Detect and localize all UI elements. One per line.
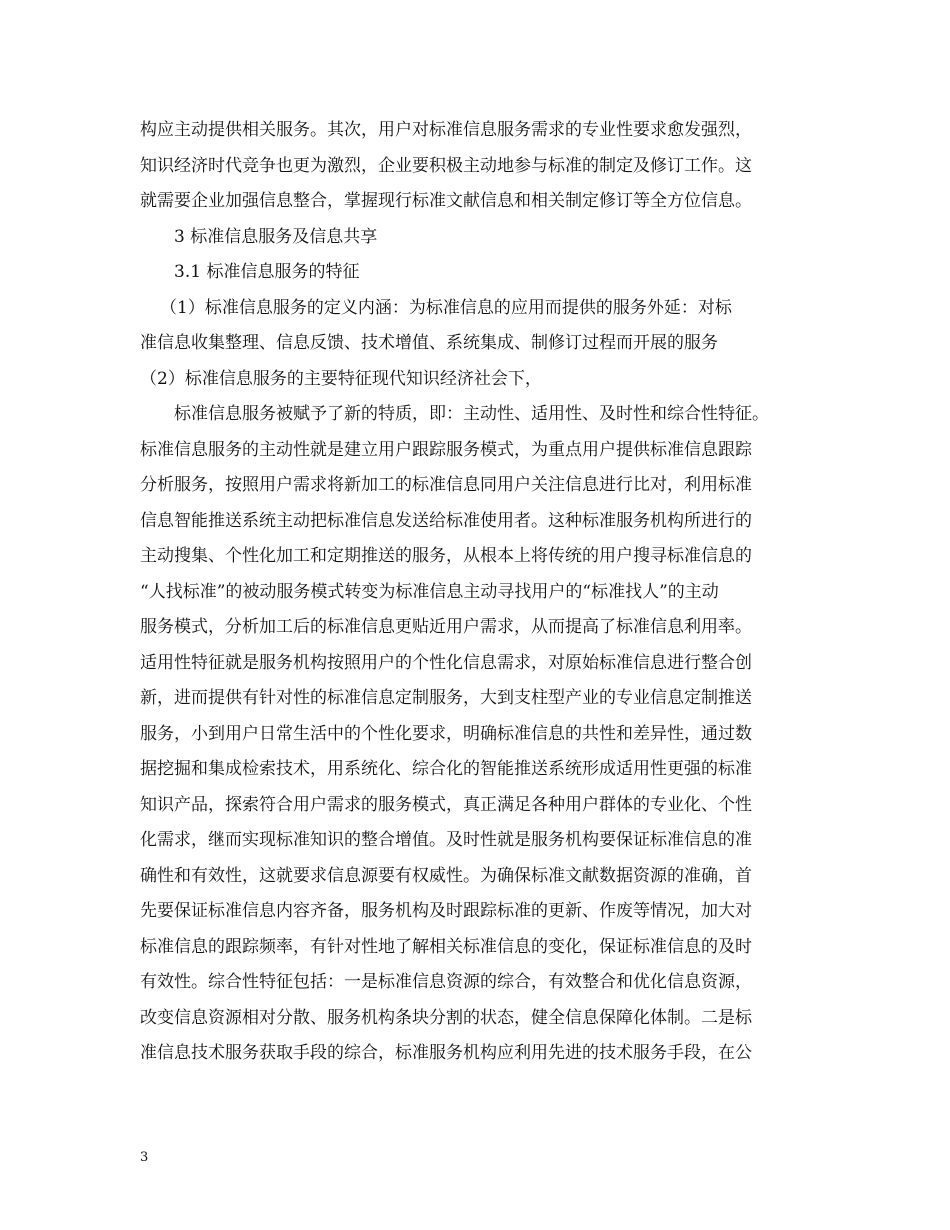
text-line: 准信息技术服务获取手段的综合，标准服务机构应利用先进的技术服务手段，在公 — [140, 1043, 752, 1063]
text-line: 标准信息服务被赋予了新的特质，即：主动性、适用性、及时性和综合性特征。 — [174, 404, 769, 424]
text-line: 改变信息资源相对分散、服务机构条块分割的状态，健全信息保障化体制。二是标 — [140, 1007, 752, 1028]
page-number: 3 — [140, 1150, 149, 1165]
text-line: 标准信息服务的主动性就是建立用户跟踪服务模式，为重点用户提供标准信息跟踪 — [140, 439, 752, 460]
text-line: 新，进而提供有针对性的标准信息定制服务，大到支柱型产业的专业信息定制推送 — [140, 688, 752, 708]
text-line: 知识产品，探索符合用户需求的服务模式，真正满足各种用户群体的专业化、个性 — [140, 794, 752, 815]
text-line: 准信息收集整理、信息反馈、技术增值、系统集成、制修订过程而开展的服务 — [140, 333, 718, 353]
text-line: 服务，小到用户日常生活中的个性化要求，明确标准信息的共性和差异性，通过数 — [140, 723, 752, 744]
text-line: 标准信息的跟踪频率，有针对性地了解相关标准信息的变化，保证标准信息的及时 — [140, 936, 752, 957]
text-line: 据挖掘和集成检索技术，用系统化、综合化的智能推送系统形成适用性更强的标准 — [140, 759, 752, 779]
text-line: 有效性。综合性特征包括：一是标准信息资源的综合，有效整合和优化信息资源， — [140, 972, 752, 992]
text-line: 知识经济时代竞争也更为激烈，企业要积极主动地参与标准的制定及修订工作。这 — [140, 155, 752, 176]
text-line: 主动搜集、个性化加工和定期推送的服务，从根本上将传统的用户搜寻标准信息的 — [140, 546, 752, 566]
text-line: 服务模式，分析加工后的标准信息更贴近用户需求，从而提高了标准信息利用率。 — [140, 617, 752, 637]
text-line: 就需要企业加强信息整合，掌握现行标准文献信息和相关制定修订等全方位信息。 — [140, 191, 752, 211]
text-line: 化需求，继而实现标准知识的整合增值。及时性就是服务机构要保证标准信息的准 — [140, 830, 752, 850]
text-line: “人找标准”的被动服务模式转变为标准信息主动寻找用户的“标准找人”的主动 — [140, 581, 719, 602]
text-line: 适用性特征就是服务机构按照用户的个性化信息需求，对原始标准信息进行整合创 — [140, 652, 752, 673]
text-line: 分析服务，按照用户需求将新加工的标准信息同用户关注信息进行比对，利用标准 — [140, 475, 752, 495]
body-text — [140, 113, 830, 1072]
text-line: （2）标准信息服务的主要特征现代知识经济社会下， — [140, 368, 542, 389]
subsection-heading: 3.1 标准信息服务的特征 — [174, 262, 360, 282]
section-heading: 3 标准信息服务及信息共享 — [174, 226, 378, 247]
text-line: 先要保证标准信息内容齐备，服务机构及时跟踪标准的更新、作废等情况，加大对 — [140, 901, 752, 921]
text-line: 确性和有效性，这就要求信息源要有权威性。为确保标准文献数据资源的准确，首 — [140, 865, 752, 886]
text-line: 构应主动提供相关服务。其次，用户对标准信息服务需求的专业性要求愈发强烈， — [140, 120, 752, 140]
text-line: 信息智能推送系统主动把标准信息发送给标准使用者。这种标准服务机构所进行的 — [140, 510, 752, 531]
text-line: （1）标准信息服务的定义内涵：为标准信息的应用而提供的服务外延：对标 — [160, 297, 732, 318]
